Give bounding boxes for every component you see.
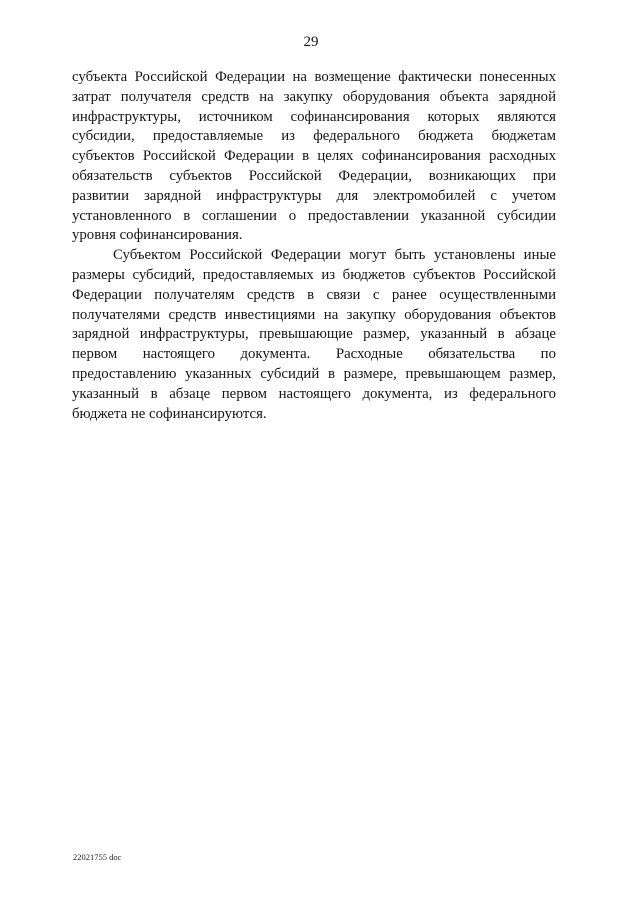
text-line: зарядной инфраструктуры, превышающие размер, указанный в абзаце bbox=[72, 326, 556, 343]
text-line: первом настоящего документа. Расходные обязательства по bbox=[72, 346, 556, 363]
text-line: Федерации получателям средств в связи с ранее осуществленными bbox=[72, 286, 556, 303]
text-line: обязательств субъектов Российской Федерации, возникающих при bbox=[72, 167, 556, 184]
text-line: установленного в соглашении о предоставлении указанной субсидии bbox=[72, 207, 556, 224]
paragraph-continuation bbox=[72, 68, 556, 246]
text-line: размеры субсидий, предоставляемых из бюджетов субъектов Российской bbox=[72, 266, 556, 283]
text-line: инфраструктуры, источником софинансирования которых являются bbox=[72, 108, 556, 125]
text-line: затрат получателя средств на закупку оборудования объекта зарядной bbox=[72, 88, 556, 105]
text-line: субсидии, предоставляемые из федерального бюджета бюджетам bbox=[72, 128, 556, 145]
document-body bbox=[72, 68, 556, 424]
text-line: субъекта Российской Федерации на возмещение фактически понесенных bbox=[72, 69, 556, 85]
text-line: субъектов Российской Федерации в целях софинансирования расходных bbox=[72, 148, 556, 165]
paragraph-subsidy-sizes bbox=[72, 246, 556, 424]
text-line: Субъектом Российской Федерации могут быть установлены иные bbox=[113, 247, 556, 264]
page-number: 29 bbox=[303, 34, 319, 50]
text-line: развитии зарядной инфраструктуры для электромобилей с учетом bbox=[72, 187, 556, 204]
file-name-footer: 22021755 doc bbox=[73, 852, 122, 862]
text-line: предоставлению указанных субсидий в размере, превышающем размер, bbox=[72, 365, 556, 382]
text-line: указанный в абзаце первом настоящего документа, из федерального bbox=[72, 385, 556, 402]
text-line: бюджета не софинансируются. bbox=[72, 405, 267, 422]
text-line: получателями средств инвестициями на закупку оборудования объектов bbox=[72, 306, 556, 323]
text-line: уровня софинансирования. bbox=[72, 227, 243, 244]
